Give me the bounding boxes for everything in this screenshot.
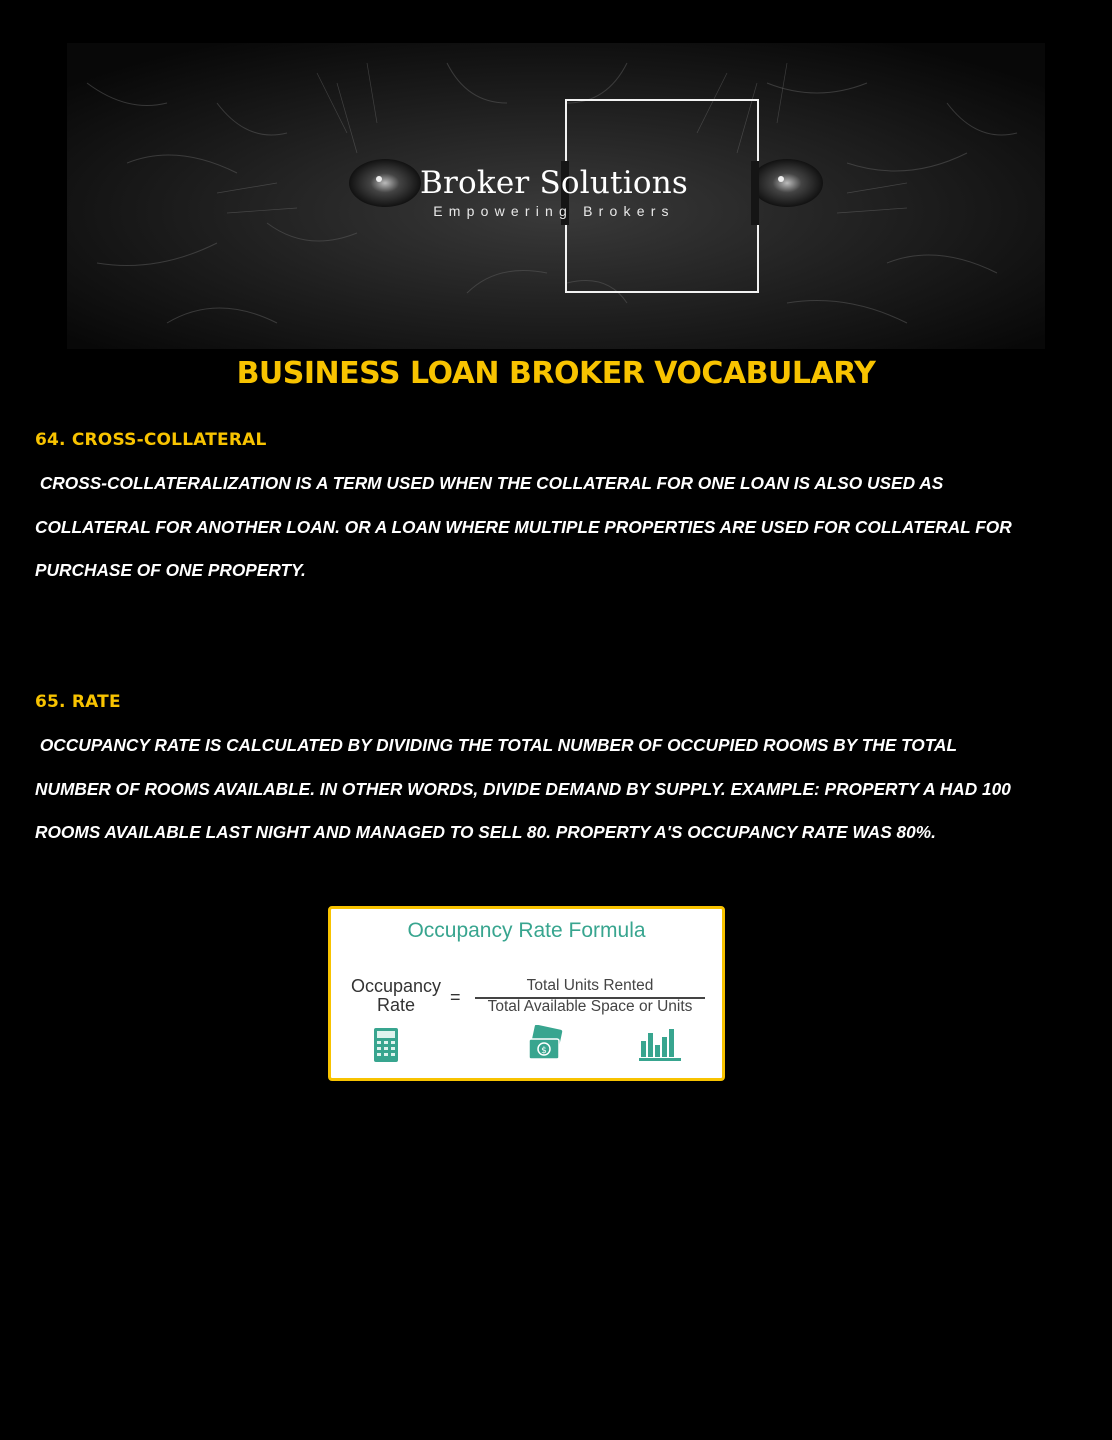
term-heading-cross-collateral: 64. CROSS-COLLATERAL bbox=[35, 430, 267, 450]
bar-chart-icon bbox=[639, 1027, 681, 1061]
formula-denominator: Total Available Space or Units bbox=[487, 998, 693, 1015]
formula-lhs-line1: Occupancy bbox=[350, 976, 442, 996]
formula-lhs bbox=[341, 977, 451, 1015]
page-title: BUSINESS LOAN BROKER VOCABULARY bbox=[236, 356, 876, 391]
brand-name: Broker Solutions bbox=[420, 165, 688, 201]
header-banner bbox=[67, 43, 1045, 349]
term-body-rate: OCCUPANCY RATE IS CALCULATED BY DIVIDING THE TOTAL NUMBER OF OCCUPIED ROOMS BY THE TOTAL NUMBER OF ROOMS AVAILABLE. IN OTHER WORDS, DIVIDE DEMAND BY SUPPLY. EXAMPLE: PROPERTY A HAD 100 ROOMS AVAILABLE LAST NIGHT AND MANAGED TO SELL 80. PROPERTY A'S OCCUPANCY RATE WAS 80%. bbox=[35, 735, 1011, 843]
formula-numerator: Total Units Rented bbox=[526, 977, 654, 994]
calculator-icon bbox=[373, 1027, 399, 1063]
brand-tagline: Empowering Brokers bbox=[433, 203, 675, 219]
money-icon bbox=[527, 1025, 565, 1061]
formula-title: Occupancy Rate Formula bbox=[407, 919, 646, 942]
formula-equals: = bbox=[450, 987, 461, 1007]
logo-frame-gap-right bbox=[751, 161, 759, 225]
right-eye bbox=[751, 159, 823, 207]
left-eye bbox=[349, 159, 421, 207]
term-body-cross-collateral: CROSS-COLLATERALIZATION IS A TERM USED WHEN THE COLLATERAL FOR ONE LOAN IS ALSO USED AS COLLATERAL FOR ANOTHER LOAN. OR A LOAN WHERE MULTIPLE PROPERTIES ARE USED FOR COLLATERAL FOR PURCHASE OF ONE PROPERTY. bbox=[35, 473, 1012, 581]
term-heading-rate: 65. RATE bbox=[35, 692, 121, 712]
svg-text:$: $ bbox=[541, 1046, 547, 1056]
occupancy-formula-card bbox=[328, 906, 725, 1081]
formula-lhs-line2: Rate bbox=[376, 995, 416, 1015]
